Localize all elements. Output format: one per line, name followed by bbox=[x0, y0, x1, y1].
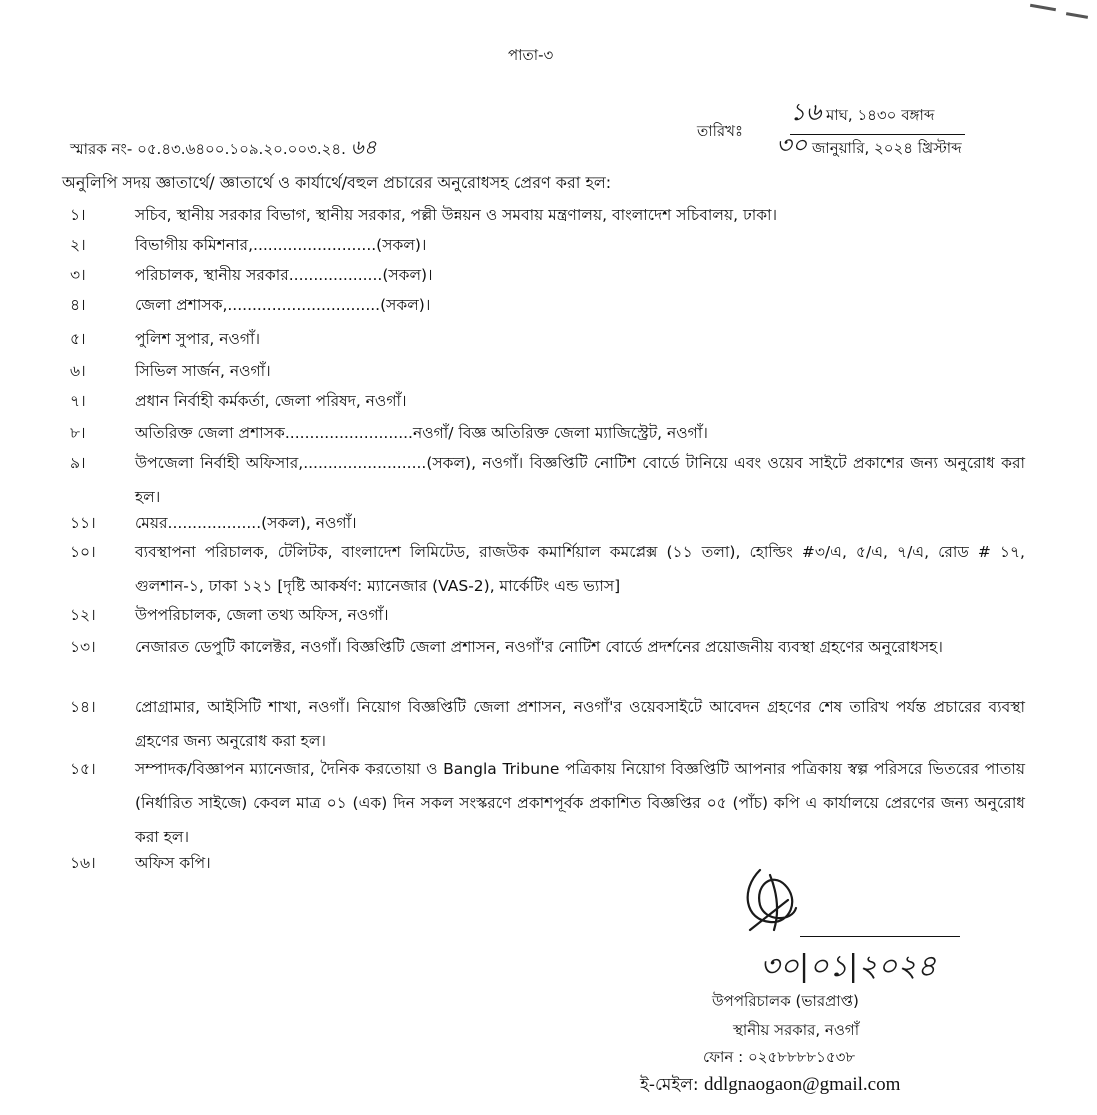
email-address: ddlgnaogaon@gmail.com bbox=[703, 1074, 901, 1095]
item-text: পুলিশ সুপার, নওগাঁ। bbox=[135, 330, 261, 348]
english-day-handwritten: ৩০ bbox=[776, 131, 808, 159]
item-number: ১৫। bbox=[70, 760, 96, 778]
item-number: ১৬। bbox=[70, 854, 96, 872]
distribution-intro: অনুলিপি সদয় জ্ঞাতার্থে/ জ্ঞাতার্থে ও কার্যার্থে/বহুল প্রচারের অনুরোধসহ প্রেরণ করা হল: bbox=[62, 173, 612, 192]
bangla-date-rest: মাঘ, ১৪৩০ বঙ্গাব্দ bbox=[825, 106, 935, 124]
bangla-day-handwritten: ১৬ bbox=[790, 98, 822, 126]
signature-handwritten-date: ৩০|০১|২০২৪ bbox=[760, 949, 937, 984]
item-text: উপজেলা নির্বাহী অফিসার,.........................(সকল), নওগাঁ। বিজ্ঞপ্তিটি নোটিশ বোর্ডে টানিয়ে এবং ওয়েব সাইটে প্রকাশের জন্য অনুরোধ করা হল। bbox=[135, 454, 1025, 506]
english-date-rest: জানুয়ারি, ২০২৪ খ্রিস্টাব্দ bbox=[812, 139, 962, 157]
item-text: প্রধান নির্বাহী কর্মকর্তা, জেলা পরিষদ, নওগাঁ। bbox=[135, 392, 407, 410]
item-number: ৪। bbox=[70, 296, 86, 314]
scan-mark bbox=[1030, 4, 1056, 11]
item-text: মেয়র...................(সকল), নওগাঁ। bbox=[135, 514, 357, 532]
page-number: পাতা-৩ bbox=[508, 46, 554, 64]
item-number: ১২। bbox=[70, 606, 96, 624]
memo-number: ০৫.৪৩.৬৪০০.১০৯.২০.০০৩.২৪. bbox=[137, 140, 346, 158]
memo-label: স্মারক নং- bbox=[70, 140, 133, 158]
item-text: সচিব, স্থানীয় সরকার বিভাগ, স্থানীয় সরকার, পল্লী উন্নয়ন ও সমবায় মন্ত্রণালয়, বাংলাদেশ সচিবালয়, ঢাকা। bbox=[135, 206, 778, 224]
item-text: পরিচালক, স্থানীয় সরকার...................(সকল)। bbox=[135, 266, 433, 284]
email-label: ই-মেইল: bbox=[640, 1075, 699, 1095]
phone-number: ০২৫৮৮৮৮১৫৩৮ bbox=[747, 1048, 856, 1066]
item-number: ৬। bbox=[70, 362, 86, 380]
item-text: উপপরিচালক, জেলা তথ্য অফিস, নওগাঁ। bbox=[135, 606, 389, 624]
signatory-designation: উপপরিচালক (ভারপ্রাপ্ত) bbox=[712, 992, 859, 1010]
signature-date-underline bbox=[800, 936, 960, 937]
item-text: নেজারত ডেপুটি কালেক্টর, নওগাঁ। বিজ্ঞপ্তিটি জেলা প্রশাসন, নওগাঁ'র নোটিশ বোর্ডে প্রদর্শনের প্রয়োজনীয় ব্যবস্থা গ্রহণের অনুরোধসহ। bbox=[135, 638, 943, 656]
item-number: ৩। bbox=[70, 266, 86, 284]
item-text: বিভাগীয় কমিশনার,.........................(সকল)। bbox=[135, 236, 427, 254]
item-text: জেলা প্রশাসক,...............................(সকল)। bbox=[135, 296, 431, 314]
phone-label: ফোন : bbox=[703, 1048, 744, 1066]
item-number: ৭। bbox=[70, 392, 86, 410]
item-number: ৮। bbox=[70, 424, 86, 442]
item-number: ১৩। bbox=[70, 638, 96, 656]
item-number: ১০। bbox=[70, 543, 96, 561]
english-date bbox=[776, 127, 962, 167]
item-number: ১৪। bbox=[70, 698, 96, 716]
item-text: অতিরিক্ত জেলা প্রশাসক..........................নওগাঁ/ বিজ্ঞ অতিরিক্ত জেলা ম্যাজিস্ট্রেট, নওগাঁ। bbox=[135, 424, 708, 442]
date-label: তারিখঃ bbox=[697, 122, 743, 140]
item-number: ২। bbox=[70, 236, 86, 254]
scan-mark bbox=[1066, 12, 1088, 19]
item-number: ১১। bbox=[70, 514, 96, 532]
item-number: ৫। bbox=[70, 330, 86, 348]
item-number: ১। bbox=[70, 206, 86, 224]
item-text: অফিস কপি। bbox=[135, 854, 211, 872]
signatory-phone bbox=[703, 1046, 855, 1071]
item-text: ব্যবস্থাপনা পরিচালক, টেলিটক, বাংলাদেশ লিমিটেড, রাজউক কমার্শিয়াল কমপ্লেক্স (১১ তলা), হোল্ডিং #৩/এ, ৫/এ, ৭/এ, রোড # ১৭, গুলশান-১, ঢাকা ১২১ [দৃষ্টি আকর্ষণ: ম্যানেজার (VAS-2), মার্কেটিং এন্ড ভ্যাস] bbox=[135, 543, 1025, 595]
item-text: সিভিল সার্জন, নওগাঁ। bbox=[135, 362, 271, 380]
item-number: ৯। bbox=[70, 454, 86, 472]
item-text: সম্পাদক/বিজ্ঞাপন ম্যানেজার, দৈনিক করতোয়া ও Bangla Tribune পত্রিকায় নিয়োগ বিজ্ঞপ্তিটি আপনার পত্রিকায় স্বল্প পরিসরে ভিতরের পাতায় (নির্ধারিত সাইজে) কেবল মাত্র ০১ (এক) দিন সকল সংস্করণে প্রকাশপূর্বক প্রকাশিত বিজ্ঞপ্তির ০৫ (পাঁচ) কপি এ কার্যালয়ে প্রেরণের জন্য অনুরোধ করা হল। bbox=[135, 760, 1025, 846]
signatory-office: স্থানীয় সরকার, নওগাঁ bbox=[733, 1021, 860, 1039]
item-text: প্রোগ্রামার, আইসিটি শাখা, নওগাঁ। নিয়োগ বিজ্ঞপ্তিটি জেলা প্রশাসন, নওগাঁ'র ওয়েবসাইটে আবেদন গ্রহণের শেষ তারিখ পর্যন্ত প্রচারের ব্যবস্থা গ্রহণের জন্য অনুরোধ করা হল। bbox=[135, 698, 1025, 750]
memo-handwritten-suffix: ৬৪ bbox=[350, 135, 377, 159]
memo-reference bbox=[70, 133, 377, 166]
signatory-email bbox=[640, 1072, 900, 1100]
